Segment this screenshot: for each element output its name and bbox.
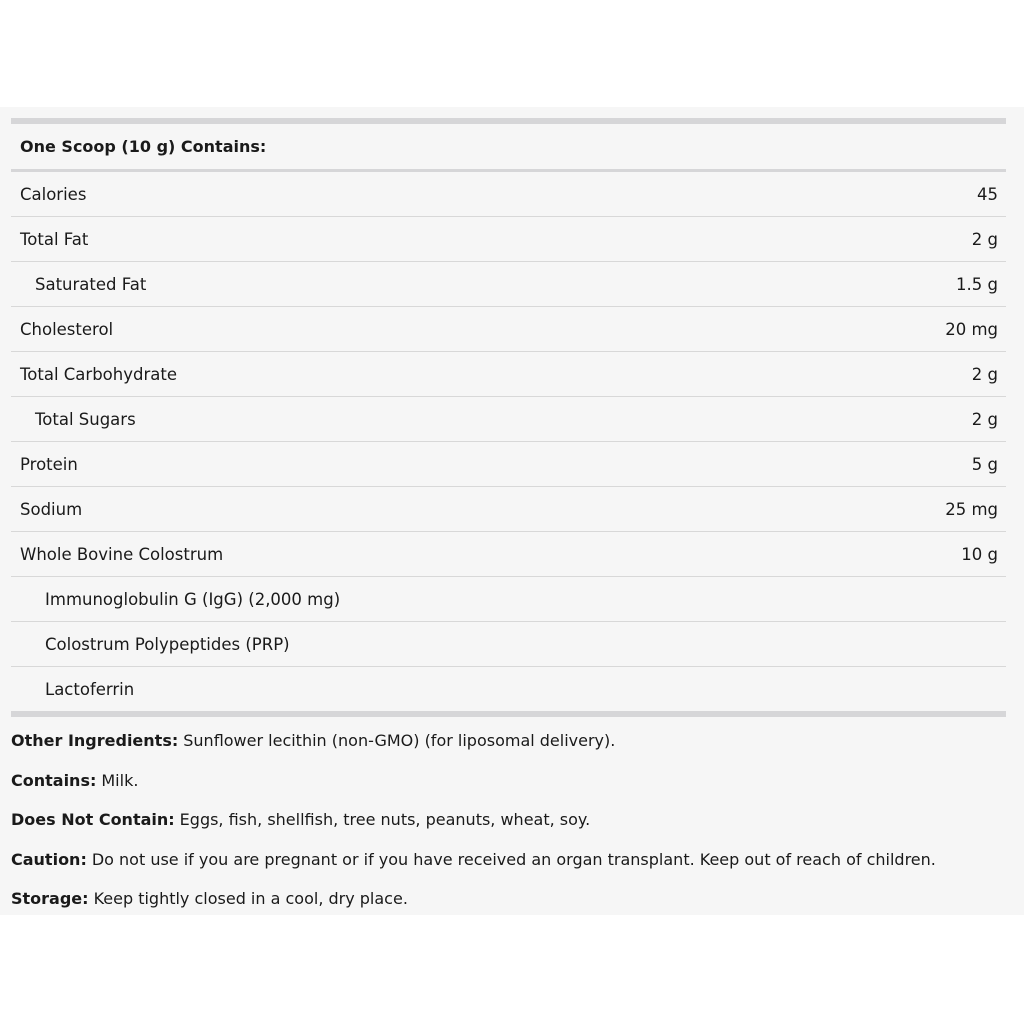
table-row [11, 307, 1006, 352]
note-line [11, 800, 936, 840]
nutrient-name: Protein [20, 454, 78, 474]
nutrient-name: Cholesterol [20, 319, 114, 339]
note-label: Contains: [11, 770, 97, 790]
nutrient-name: Total Fat [20, 229, 89, 249]
nutrient-name: Sodium [20, 499, 83, 519]
table-row [11, 487, 1006, 532]
nutrient-value: 1.5 g [956, 274, 998, 294]
note-label: Caution: [11, 849, 87, 869]
note-line [11, 840, 936, 880]
nutrient-name: Calories [20, 184, 87, 204]
note-text: Do not use if you are pregnant or if you have received an organ transplant. Keep out of reach of children. [91, 849, 936, 869]
table-row [11, 622, 1006, 667]
note-label: Other Ingredients: [11, 731, 179, 751]
serving-header: One Scoop (10 g) Contains: [20, 137, 267, 156]
table-row [11, 667, 1006, 711]
nutrient-value: 25 mg [945, 499, 998, 519]
nutrient-value: 20 mg [945, 319, 998, 339]
nutrient-value: 2 g [971, 229, 998, 249]
note-text: Eggs, fish, shellfish, tree nuts, peanuts, wheat, soy. [179, 810, 591, 830]
nutrient-value: 2 g [971, 409, 998, 429]
nutrient-value: 5 g [971, 454, 998, 474]
nutrient-name: Total Carbohydrate [20, 364, 177, 384]
table-row [11, 442, 1006, 487]
nutrient-value: 10 g [961, 544, 998, 564]
table-row [11, 397, 1006, 442]
note-line [11, 761, 936, 801]
nutrient-name: Total Sugars [35, 409, 136, 429]
note-line [11, 721, 936, 761]
nutrition-table [11, 118, 1006, 717]
nutrient-name: Whole Bovine Colostrum [20, 544, 224, 564]
table-row [11, 217, 1006, 262]
notes-section [11, 721, 936, 919]
nutrient-name: Saturated Fat [35, 274, 147, 294]
nutrient-name: Immunoglobulin G (IgG) (2,000 mg) [45, 589, 341, 609]
note-text: Milk. [101, 770, 139, 790]
nutrient-name: Lactoferrin [45, 679, 135, 699]
table-row [11, 352, 1006, 397]
table-row [11, 532, 1006, 577]
note-text: Keep tightly closed in a cool, dry place. [93, 889, 408, 909]
note-line [11, 879, 936, 919]
table-row [11, 262, 1006, 307]
table-row [11, 172, 1006, 217]
table-row [11, 577, 1006, 622]
nutrient-value: 45 [977, 184, 998, 204]
supplement-facts-panel [0, 107, 1024, 915]
note-label: Storage: [11, 889, 89, 909]
nutrient-value: 2 g [971, 364, 998, 384]
divider [11, 711, 1006, 717]
note-text: Sunflower lecithin (non-GMO) (for liposomal delivery). [183, 731, 616, 751]
nutrient-name: Colostrum Polypeptides (PRP) [45, 634, 290, 654]
note-label: Does Not Contain: [11, 810, 175, 830]
